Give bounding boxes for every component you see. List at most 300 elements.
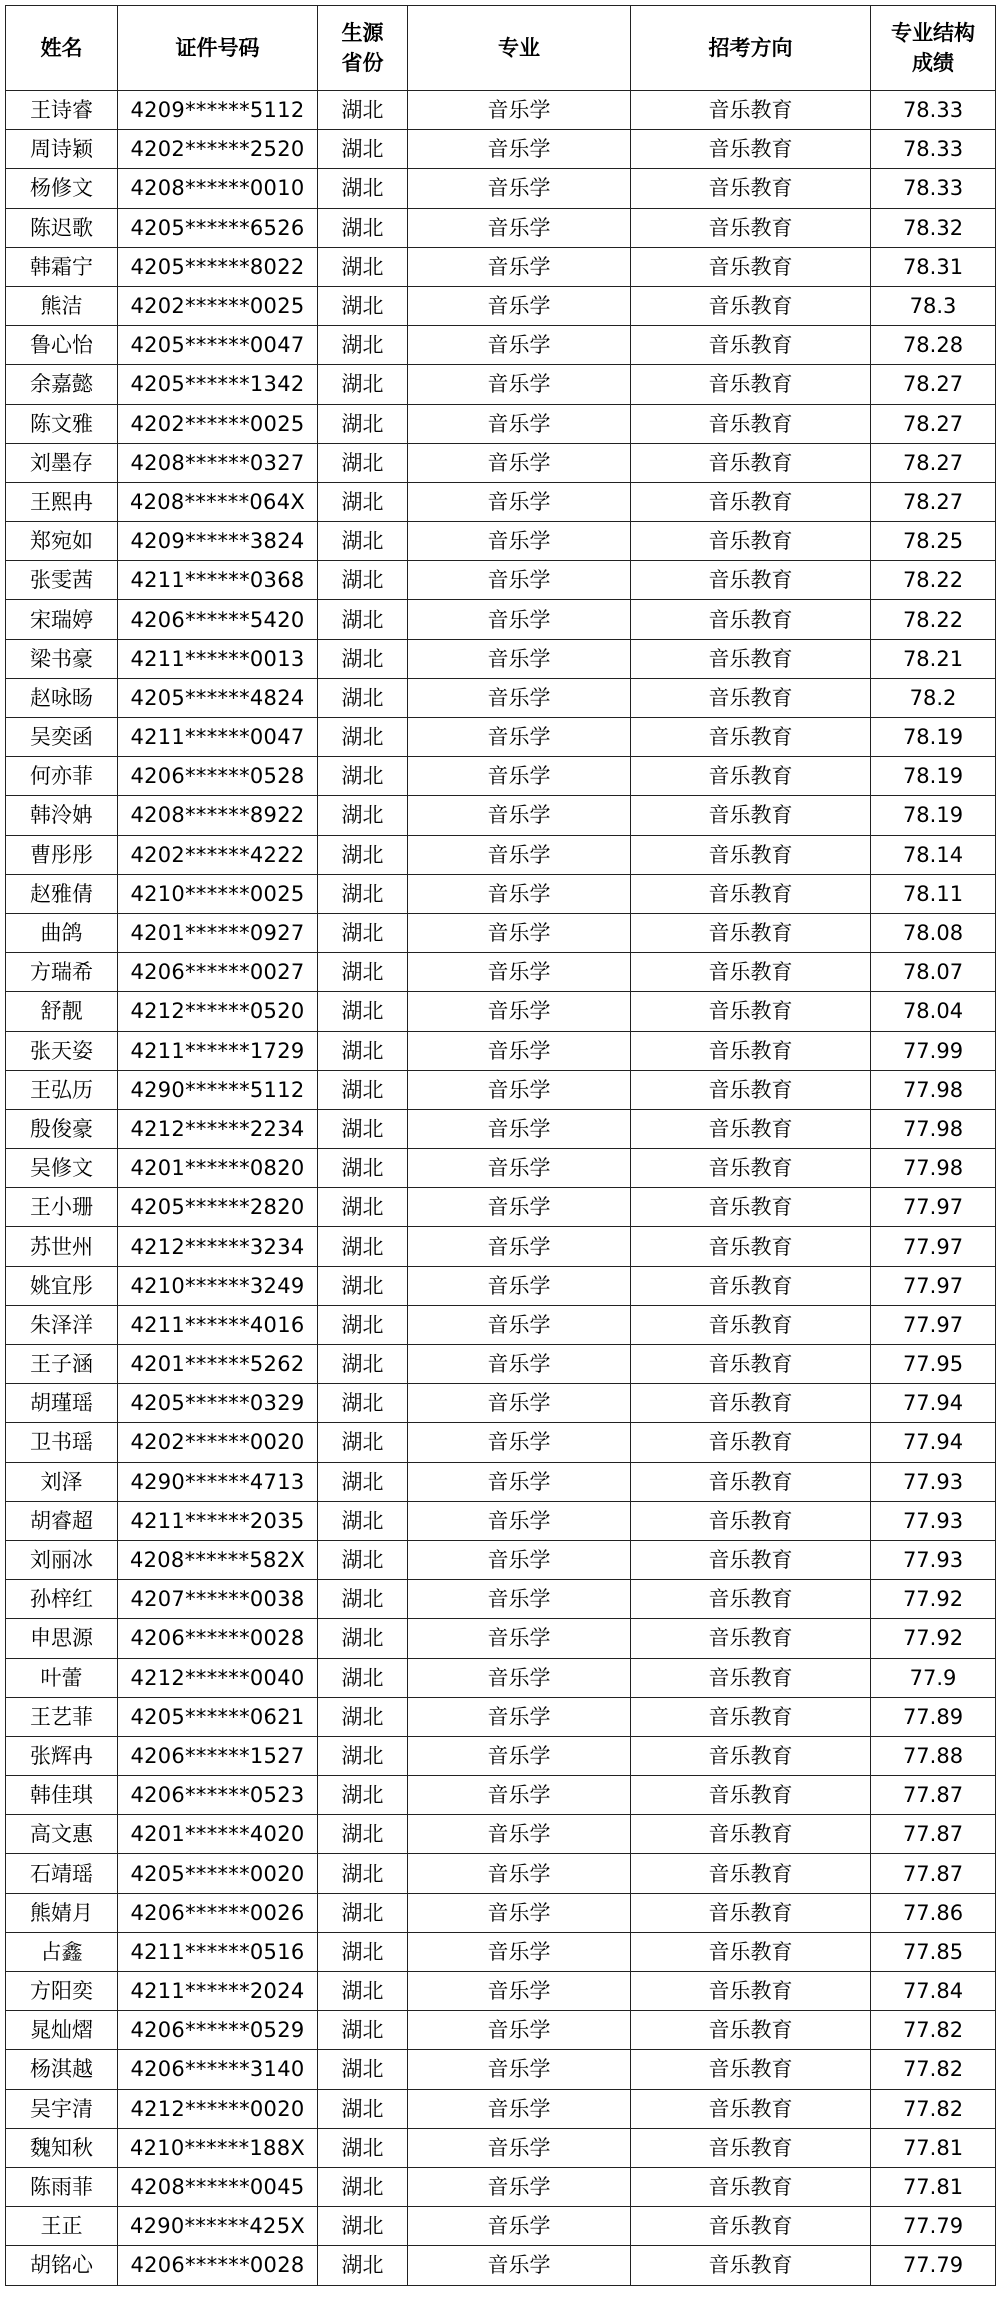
direction-cell: 音乐教育 bbox=[631, 2050, 871, 2089]
table-body bbox=[6, 91, 996, 2286]
table-row bbox=[6, 1697, 996, 1736]
major-cell: 音乐学 bbox=[408, 1423, 631, 1462]
score-cell: 77.98 bbox=[871, 1070, 996, 1109]
major-cell: 音乐学 bbox=[408, 404, 631, 443]
province-cell: 湖北 bbox=[318, 1109, 408, 1148]
id-cell: 4205******8022 bbox=[118, 247, 318, 286]
major-cell: 音乐学 bbox=[408, 1149, 631, 1188]
province-cell: 湖北 bbox=[318, 1540, 408, 1579]
table-row bbox=[6, 561, 996, 600]
table-row bbox=[6, 404, 996, 443]
table-row bbox=[6, 1345, 996, 1384]
table-row bbox=[6, 1893, 996, 1932]
table-row bbox=[6, 992, 996, 1031]
id-cell: 4207******0038 bbox=[118, 1580, 318, 1619]
province-cell: 湖北 bbox=[318, 2089, 408, 2128]
major-cell: 音乐学 bbox=[408, 2167, 631, 2206]
major-cell: 音乐学 bbox=[408, 913, 631, 952]
direction-cell: 音乐教育 bbox=[631, 1501, 871, 1540]
header-score-line1: 专业结构 bbox=[891, 21, 975, 45]
name-cell: 苏世州 bbox=[6, 1227, 118, 1266]
id-cell: 4208******0327 bbox=[118, 443, 318, 482]
province-cell: 湖北 bbox=[318, 1188, 408, 1227]
major-cell: 音乐学 bbox=[408, 1188, 631, 1227]
name-cell: 郑宛如 bbox=[6, 522, 118, 561]
table-row bbox=[6, 522, 996, 561]
province-cell: 湖北 bbox=[318, 2050, 408, 2089]
id-cell: 4205******0020 bbox=[118, 1854, 318, 1893]
province-cell: 湖北 bbox=[318, 1345, 408, 1384]
score-cell: 77.95 bbox=[871, 1345, 996, 1384]
major-cell: 音乐学 bbox=[408, 639, 631, 678]
province-cell: 湖北 bbox=[318, 1932, 408, 1971]
major-cell: 音乐学 bbox=[408, 953, 631, 992]
id-cell: 4211******4016 bbox=[118, 1305, 318, 1344]
score-cell: 78.33 bbox=[871, 130, 996, 169]
major-cell: 音乐学 bbox=[408, 2050, 631, 2089]
major-cell: 音乐学 bbox=[408, 757, 631, 796]
province-cell: 湖北 bbox=[318, 639, 408, 678]
id-cell: 4290******425X bbox=[118, 2207, 318, 2246]
province-cell: 湖北 bbox=[318, 874, 408, 913]
table-row bbox=[6, 757, 996, 796]
name-cell: 殷俊豪 bbox=[6, 1109, 118, 1148]
name-cell: 张雯茜 bbox=[6, 561, 118, 600]
score-cell: 77.98 bbox=[871, 1149, 996, 1188]
direction-cell: 音乐教育 bbox=[631, 443, 871, 482]
province-cell: 湖北 bbox=[318, 2011, 408, 2050]
name-cell: 王子涵 bbox=[6, 1345, 118, 1384]
name-cell: 陈雨菲 bbox=[6, 2167, 118, 2206]
name-cell: 梁书豪 bbox=[6, 639, 118, 678]
province-cell: 湖北 bbox=[318, 1305, 408, 1344]
score-cell: 77.97 bbox=[871, 1188, 996, 1227]
major-cell: 音乐学 bbox=[408, 1776, 631, 1815]
name-cell: 申思源 bbox=[6, 1619, 118, 1658]
id-cell: 4202******0025 bbox=[118, 404, 318, 443]
major-cell: 音乐学 bbox=[408, 1658, 631, 1697]
id-cell: 4205******4824 bbox=[118, 678, 318, 717]
id-cell: 4201******4020 bbox=[118, 1815, 318, 1854]
score-cell: 78.22 bbox=[871, 600, 996, 639]
score-cell: 77.97 bbox=[871, 1305, 996, 1344]
major-cell: 音乐学 bbox=[408, 365, 631, 404]
header-province-line2: 省份 bbox=[341, 51, 384, 75]
score-cell: 77.86 bbox=[871, 1893, 996, 1932]
major-cell: 音乐学 bbox=[408, 1580, 631, 1619]
direction-cell: 音乐教育 bbox=[631, 1423, 871, 1462]
score-cell: 77.79 bbox=[871, 2207, 996, 2246]
score-cell: 77.97 bbox=[871, 1266, 996, 1305]
table-row bbox=[6, 1580, 996, 1619]
table-row bbox=[6, 1462, 996, 1501]
province-cell: 湖北 bbox=[318, 130, 408, 169]
major-cell: 音乐学 bbox=[408, 1932, 631, 1971]
major-cell: 音乐学 bbox=[408, 2089, 631, 2128]
id-cell: 4208******582X bbox=[118, 1540, 318, 1579]
direction-cell: 音乐教育 bbox=[631, 1736, 871, 1775]
score-cell: 77.92 bbox=[871, 1619, 996, 1658]
score-cell: 78.19 bbox=[871, 796, 996, 835]
direction-cell: 音乐教育 bbox=[631, 1266, 871, 1305]
major-cell: 音乐学 bbox=[408, 1893, 631, 1932]
id-cell: 4208******064X bbox=[118, 482, 318, 521]
name-cell: 石靖瑶 bbox=[6, 1854, 118, 1893]
direction-cell: 音乐教育 bbox=[631, 913, 871, 952]
table-row bbox=[6, 1031, 996, 1070]
name-cell: 余嘉懿 bbox=[6, 365, 118, 404]
direction-cell: 音乐教育 bbox=[631, 874, 871, 913]
direction-cell: 音乐教育 bbox=[631, 522, 871, 561]
major-cell: 音乐学 bbox=[408, 796, 631, 835]
major-cell: 音乐学 bbox=[408, 247, 631, 286]
name-cell: 胡瑾瑶 bbox=[6, 1384, 118, 1423]
score-cell: 77.82 bbox=[871, 2011, 996, 2050]
id-cell: 4202******0020 bbox=[118, 1423, 318, 1462]
score-cell: 78.19 bbox=[871, 757, 996, 796]
province-cell: 湖北 bbox=[318, 2167, 408, 2206]
name-cell: 胡铭心 bbox=[6, 2246, 118, 2285]
name-cell: 韩佳琪 bbox=[6, 1776, 118, 1815]
score-cell: 77.94 bbox=[871, 1423, 996, 1462]
name-cell: 王艺菲 bbox=[6, 1697, 118, 1736]
score-cell: 77.93 bbox=[871, 1540, 996, 1579]
province-cell: 湖北 bbox=[318, 1423, 408, 1462]
name-cell: 王正 bbox=[6, 2207, 118, 2246]
major-cell: 音乐学 bbox=[408, 2207, 631, 2246]
name-cell: 赵咏旸 bbox=[6, 678, 118, 717]
table-row bbox=[6, 1423, 996, 1462]
direction-cell: 音乐教育 bbox=[631, 1149, 871, 1188]
table-row bbox=[6, 208, 996, 247]
province-cell: 湖北 bbox=[318, 326, 408, 365]
score-cell: 77.79 bbox=[871, 2246, 996, 2285]
name-cell: 叶蕾 bbox=[6, 1658, 118, 1697]
direction-cell: 音乐教育 bbox=[631, 1345, 871, 1384]
id-cell: 4205******0621 bbox=[118, 1697, 318, 1736]
direction-cell: 音乐教育 bbox=[631, 1188, 871, 1227]
id-cell: 4210******188X bbox=[118, 2128, 318, 2167]
direction-cell: 音乐教育 bbox=[631, 2011, 871, 2050]
major-cell: 音乐学 bbox=[408, 1736, 631, 1775]
score-cell: 78.22 bbox=[871, 561, 996, 600]
table-row bbox=[6, 2167, 996, 2206]
direction-cell: 音乐教育 bbox=[631, 757, 871, 796]
major-cell: 音乐学 bbox=[408, 2011, 631, 2050]
id-cell: 4209******5112 bbox=[118, 91, 318, 130]
major-cell: 音乐学 bbox=[408, 1697, 631, 1736]
id-cell: 4208******0010 bbox=[118, 169, 318, 208]
table-row bbox=[6, 913, 996, 952]
id-cell: 4201******0820 bbox=[118, 1149, 318, 1188]
name-cell: 何亦菲 bbox=[6, 757, 118, 796]
province-cell: 湖北 bbox=[318, 1501, 408, 1540]
province-cell: 湖北 bbox=[318, 953, 408, 992]
province-cell: 湖北 bbox=[318, 718, 408, 757]
name-cell: 陈文雅 bbox=[6, 404, 118, 443]
major-cell: 音乐学 bbox=[408, 1854, 631, 1893]
province-cell: 湖北 bbox=[318, 1776, 408, 1815]
major-cell: 音乐学 bbox=[408, 1619, 631, 1658]
province-cell: 湖北 bbox=[318, 1462, 408, 1501]
score-cell: 78.11 bbox=[871, 874, 996, 913]
direction-cell: 音乐教育 bbox=[631, 1619, 871, 1658]
id-cell: 4211******2024 bbox=[118, 1972, 318, 2011]
name-cell: 王熙冉 bbox=[6, 482, 118, 521]
name-cell: 曹彤彤 bbox=[6, 835, 118, 874]
direction-cell: 音乐教育 bbox=[631, 1070, 871, 1109]
id-cell: 4206******1527 bbox=[118, 1736, 318, 1775]
name-cell: 晁灿熠 bbox=[6, 2011, 118, 2050]
table-row bbox=[6, 91, 996, 130]
name-cell: 宋瑞婷 bbox=[6, 600, 118, 639]
score-cell: 77.87 bbox=[871, 1776, 996, 1815]
major-cell: 音乐学 bbox=[408, 1462, 631, 1501]
major-cell: 音乐学 bbox=[408, 1305, 631, 1344]
id-cell: 4206******3140 bbox=[118, 2050, 318, 2089]
province-cell: 湖北 bbox=[318, 1972, 408, 2011]
direction-cell: 音乐教育 bbox=[631, 1658, 871, 1697]
major-cell: 音乐学 bbox=[408, 286, 631, 325]
table-row bbox=[6, 2050, 996, 2089]
province-cell: 湖北 bbox=[318, 2128, 408, 2167]
province-cell: 湖北 bbox=[318, 91, 408, 130]
table-row bbox=[6, 1658, 996, 1697]
table-row bbox=[6, 1854, 996, 1893]
id-cell: 4210******0025 bbox=[118, 874, 318, 913]
direction-cell: 音乐教育 bbox=[631, 678, 871, 717]
province-cell: 湖北 bbox=[318, 1854, 408, 1893]
id-cell: 4201******5262 bbox=[118, 1345, 318, 1384]
id-cell: 4202******0025 bbox=[118, 286, 318, 325]
province-cell: 湖北 bbox=[318, 2246, 408, 2285]
id-cell: 4205******1342 bbox=[118, 365, 318, 404]
id-cell: 4211******0368 bbox=[118, 561, 318, 600]
score-cell: 77.9 bbox=[871, 1658, 996, 1697]
name-cell: 方阳奕 bbox=[6, 1972, 118, 2011]
direction-cell: 音乐教育 bbox=[631, 1815, 871, 1854]
direction-cell: 音乐教育 bbox=[631, 639, 871, 678]
major-cell: 音乐学 bbox=[408, 874, 631, 913]
table-row bbox=[6, 2128, 996, 2167]
name-cell: 吴修文 bbox=[6, 1149, 118, 1188]
name-cell: 熊婧月 bbox=[6, 1893, 118, 1932]
name-cell: 刘墨存 bbox=[6, 443, 118, 482]
direction-cell: 音乐教育 bbox=[631, 796, 871, 835]
major-cell: 音乐学 bbox=[408, 1109, 631, 1148]
id-cell: 4206******5420 bbox=[118, 600, 318, 639]
table-row bbox=[6, 1815, 996, 1854]
major-cell: 音乐学 bbox=[408, 130, 631, 169]
name-cell: 占鑫 bbox=[6, 1932, 118, 1971]
id-cell: 4205******2820 bbox=[118, 1188, 318, 1227]
major-cell: 音乐学 bbox=[408, 1384, 631, 1423]
table-row bbox=[6, 718, 996, 757]
major-cell: 音乐学 bbox=[408, 326, 631, 365]
id-cell: 4202******4222 bbox=[118, 835, 318, 874]
header-score bbox=[871, 6, 996, 91]
major-cell: 音乐学 bbox=[408, 2128, 631, 2167]
id-cell: 4212******0020 bbox=[118, 2089, 318, 2128]
direction-cell: 音乐教育 bbox=[631, 561, 871, 600]
province-cell: 湖北 bbox=[318, 1736, 408, 1775]
direction-cell: 音乐教育 bbox=[631, 1384, 871, 1423]
score-cell: 77.89 bbox=[871, 1697, 996, 1736]
id-cell: 4212******0520 bbox=[118, 992, 318, 1031]
direction-cell: 音乐教育 bbox=[631, 718, 871, 757]
major-cell: 音乐学 bbox=[408, 1815, 631, 1854]
score-cell: 78.2 bbox=[871, 678, 996, 717]
score-cell: 78.04 bbox=[871, 992, 996, 1031]
name-cell: 刘泽 bbox=[6, 1462, 118, 1501]
score-cell: 78.14 bbox=[871, 835, 996, 874]
name-cell: 韩霜宁 bbox=[6, 247, 118, 286]
direction-cell: 音乐教育 bbox=[631, 2246, 871, 2285]
score-cell: 77.93 bbox=[871, 1462, 996, 1501]
direction-cell: 音乐教育 bbox=[631, 1109, 871, 1148]
name-cell: 胡睿超 bbox=[6, 1501, 118, 1540]
province-cell: 湖北 bbox=[318, 286, 408, 325]
score-cell: 78.25 bbox=[871, 522, 996, 561]
score-table bbox=[5, 5, 996, 2286]
score-cell: 77.81 bbox=[871, 2167, 996, 2206]
province-cell: 湖北 bbox=[318, 1031, 408, 1070]
province-cell: 湖北 bbox=[318, 208, 408, 247]
direction-cell: 音乐教育 bbox=[631, 326, 871, 365]
direction-cell: 音乐教育 bbox=[631, 130, 871, 169]
id-cell: 4206******0028 bbox=[118, 1619, 318, 1658]
score-cell: 78.31 bbox=[871, 247, 996, 286]
direction-cell: 音乐教育 bbox=[631, 482, 871, 521]
province-cell: 湖北 bbox=[318, 443, 408, 482]
score-cell: 78.21 bbox=[871, 639, 996, 678]
table-row bbox=[6, 326, 996, 365]
province-cell: 湖北 bbox=[318, 1580, 408, 1619]
header-major: 专业 bbox=[408, 6, 631, 91]
table-row bbox=[6, 1736, 996, 1775]
direction-cell: 音乐教育 bbox=[631, 1031, 871, 1070]
table-row bbox=[6, 1384, 996, 1423]
name-cell: 王小珊 bbox=[6, 1188, 118, 1227]
id-cell: 4209******3824 bbox=[118, 522, 318, 561]
major-cell: 音乐学 bbox=[408, 2246, 631, 2285]
score-cell: 77.82 bbox=[871, 2089, 996, 2128]
table-row bbox=[6, 835, 996, 874]
table-row bbox=[6, 1305, 996, 1344]
direction-cell: 音乐教育 bbox=[631, 2089, 871, 2128]
direction-cell: 音乐教育 bbox=[631, 1854, 871, 1893]
direction-cell: 音乐教育 bbox=[631, 1776, 871, 1815]
province-cell: 湖北 bbox=[318, 1070, 408, 1109]
header-province bbox=[318, 6, 408, 91]
major-cell: 音乐学 bbox=[408, 443, 631, 482]
direction-cell: 音乐教育 bbox=[631, 1932, 871, 1971]
header-id: 证件号码 bbox=[118, 6, 318, 91]
score-cell: 77.93 bbox=[871, 1501, 996, 1540]
id-cell: 4212******3234 bbox=[118, 1227, 318, 1266]
direction-cell: 音乐教育 bbox=[631, 404, 871, 443]
name-cell: 卫书瑶 bbox=[6, 1423, 118, 1462]
id-cell: 4210******3249 bbox=[118, 1266, 318, 1305]
score-cell: 78.19 bbox=[871, 718, 996, 757]
province-cell: 湖北 bbox=[318, 600, 408, 639]
table-row bbox=[6, 2207, 996, 2246]
name-cell: 吴宇清 bbox=[6, 2089, 118, 2128]
score-cell: 77.88 bbox=[871, 1736, 996, 1775]
name-cell: 朱泽洋 bbox=[6, 1305, 118, 1344]
province-cell: 湖北 bbox=[318, 1697, 408, 1736]
table-row bbox=[6, 678, 996, 717]
major-cell: 音乐学 bbox=[408, 678, 631, 717]
name-cell: 杨修文 bbox=[6, 169, 118, 208]
name-cell: 魏知秋 bbox=[6, 2128, 118, 2167]
id-cell: 4206******0523 bbox=[118, 1776, 318, 1815]
province-cell: 湖北 bbox=[318, 1266, 408, 1305]
direction-cell: 音乐教育 bbox=[631, 2167, 871, 2206]
id-cell: 4206******0528 bbox=[118, 757, 318, 796]
id-cell: 4211******2035 bbox=[118, 1501, 318, 1540]
score-cell: 78.3 bbox=[871, 286, 996, 325]
province-cell: 湖北 bbox=[318, 561, 408, 600]
major-cell: 音乐学 bbox=[408, 600, 631, 639]
province-cell: 湖北 bbox=[318, 913, 408, 952]
score-cell: 78.07 bbox=[871, 953, 996, 992]
id-cell: 4290******5112 bbox=[118, 1070, 318, 1109]
province-cell: 湖北 bbox=[318, 992, 408, 1031]
id-cell: 4211******0047 bbox=[118, 718, 318, 757]
province-cell: 湖北 bbox=[318, 169, 408, 208]
province-cell: 湖北 bbox=[318, 1815, 408, 1854]
name-cell: 王诗睿 bbox=[6, 91, 118, 130]
major-cell: 音乐学 bbox=[408, 1227, 631, 1266]
name-cell: 姚宜彤 bbox=[6, 1266, 118, 1305]
table-row bbox=[6, 1266, 996, 1305]
name-cell: 孙梓红 bbox=[6, 1580, 118, 1619]
score-cell: 78.08 bbox=[871, 913, 996, 952]
score-cell: 77.94 bbox=[871, 1384, 996, 1423]
direction-cell: 音乐教育 bbox=[631, 286, 871, 325]
major-cell: 音乐学 bbox=[408, 169, 631, 208]
id-cell: 4208******0045 bbox=[118, 2167, 318, 2206]
name-cell: 张辉冉 bbox=[6, 1736, 118, 1775]
name-cell: 张天姿 bbox=[6, 1031, 118, 1070]
table-row bbox=[6, 1227, 996, 1266]
direction-cell: 音乐教育 bbox=[631, 208, 871, 247]
province-cell: 湖北 bbox=[318, 1619, 408, 1658]
direction-cell: 音乐教育 bbox=[631, 1580, 871, 1619]
province-cell: 湖北 bbox=[318, 1149, 408, 1188]
direction-cell: 音乐教育 bbox=[631, 365, 871, 404]
direction-cell: 音乐教育 bbox=[631, 992, 871, 1031]
province-cell: 湖北 bbox=[318, 1893, 408, 1932]
id-cell: 4202******2520 bbox=[118, 130, 318, 169]
table-row bbox=[6, 365, 996, 404]
score-cell: 77.97 bbox=[871, 1227, 996, 1266]
table-row bbox=[6, 1972, 996, 2011]
major-cell: 音乐学 bbox=[408, 1266, 631, 1305]
direction-cell: 音乐教育 bbox=[631, 1972, 871, 2011]
table-row bbox=[6, 1932, 996, 1971]
direction-cell: 音乐教育 bbox=[631, 2207, 871, 2246]
table-row bbox=[6, 953, 996, 992]
direction-cell: 音乐教育 bbox=[631, 91, 871, 130]
name-cell: 杨淇越 bbox=[6, 2050, 118, 2089]
header-name: 姓名 bbox=[6, 6, 118, 91]
id-cell: 4206******0028 bbox=[118, 2246, 318, 2285]
table-row bbox=[6, 1776, 996, 1815]
id-cell: 4208******8922 bbox=[118, 796, 318, 835]
province-cell: 湖北 bbox=[318, 796, 408, 835]
